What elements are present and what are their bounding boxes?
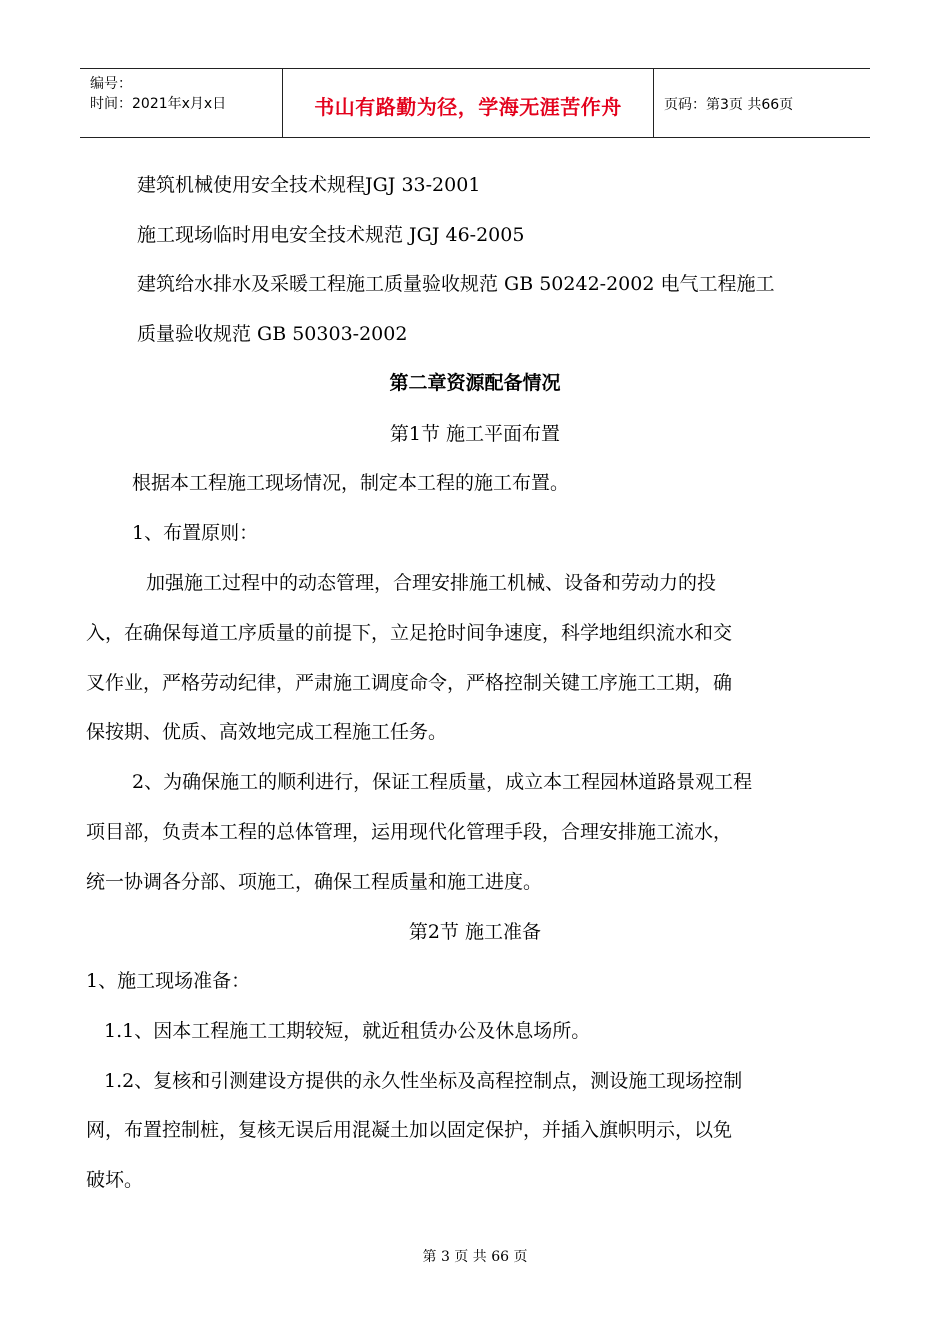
paragraph-line: 1、布置原则： <box>132 522 259 544</box>
paragraph-line: 统一协调各分部、项施工，确保工程质量和施工进度。 <box>86 871 543 893</box>
paragraph-line: 项目部，负责本工程的总体管理，运用现代化管理手段，合理安排施工流水， <box>86 821 733 843</box>
paragraph-line: 建筑给水排水及采暖工程施工质量验收规范 GB 50242-2002 电气工程施工 <box>137 273 775 295</box>
paragraph-line: 1、施工现场准备： <box>86 970 251 992</box>
paragraph-line: 保按期、优质、高效地完成工程施工任务。 <box>86 721 448 743</box>
paragraph-line: 破坏。 <box>86 1169 144 1191</box>
header-page-number: 页码：第3页 共66页 <box>664 97 794 113</box>
header-meta-cell <box>80 69 283 137</box>
document-time-label: 时间：2021年x月x日 <box>90 96 227 112</box>
paragraph-line: 建筑机械使用安全技术规程JGJ 33-2001 <box>137 174 481 196</box>
paragraph-line: 根据本工程施工现场情况，制定本工程的施工布置。 <box>132 472 570 494</box>
document-number-label: 编号： <box>90 76 132 92</box>
chapter-title: 第二章资源配备情况 <box>389 372 561 394</box>
section-title: 第2节 施工准备 <box>408 921 542 943</box>
header-motto: 书山有路勤为径，学海无涯苦作舟 <box>314 95 622 119</box>
paragraph-line: 质量验收规范 GB 50303-2002 <box>137 323 408 345</box>
paragraph-line: 加强施工过程中的动态管理，合理安排施工机械、设备和劳动力的投 <box>146 572 717 594</box>
header-table <box>80 68 870 138</box>
page-footer: 第 3 页 共 66 页 <box>422 1249 528 1265</box>
paragraph-line: 入，在确保每道工序质量的前提下，立足抢时间争速度，科学地组织流水和交 <box>86 622 733 644</box>
paragraph-line: 2、为确保施工的顺利进行，保证工程质量，成立本工程园林道路景观工程 <box>132 771 753 793</box>
header-motto-cell <box>283 69 654 137</box>
paragraph-line: 网，布置控制桩，复核无误后用混凝土加以固定保护，并插入旗帜明示，以免 <box>86 1119 733 1141</box>
paragraph-line: 1.2、复核和引测建设方提供的永久性坐标及高程控制点，测设施工现场控制 <box>104 1070 743 1092</box>
paragraph-line: 叉作业，严格劳动纪律，严肃施工调度命令，严格控制关键工序施工工期，确 <box>86 672 733 694</box>
header-page-cell <box>654 69 870 137</box>
section-title: 第1节 施工平面布置 <box>389 423 561 445</box>
paragraph-line: 施工现场临时用电安全技术规范 JGJ 46-2005 <box>137 224 525 246</box>
paragraph-line: 1.1、因本工程施工工期较短，就近租赁办公及休息场所。 <box>104 1020 591 1042</box>
